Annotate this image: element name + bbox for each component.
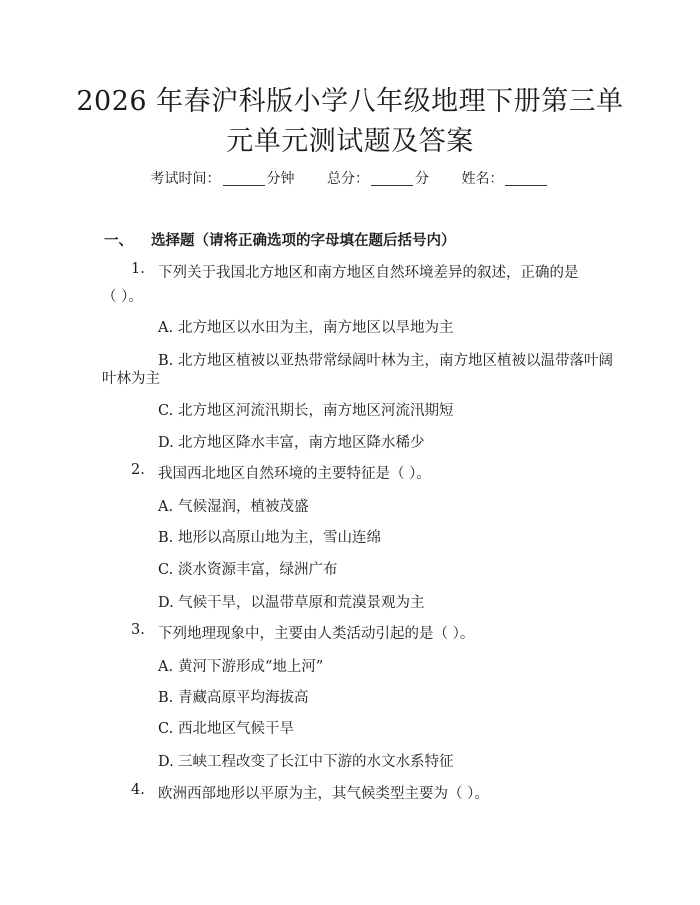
question-number: 2. [131,462,145,478]
section-heading [104,229,456,250]
option-c [158,717,294,738]
name-label: 姓名： [461,171,504,187]
option-c [158,558,338,579]
time-unit: 分钟 [266,171,295,187]
option-text: 气候干旱，以温带草原和荒漠景观为主 [178,595,425,611]
exam-meta [0,168,700,188]
option-text: 淡水资源丰富，绿洲广布 [178,562,338,578]
question-text-continued: （ ）。 [102,289,143,305]
score-label: 总分： [327,171,369,187]
score-unit: 分 [415,171,429,187]
question-number: 4. [131,782,145,798]
option-text: 西北地区气候干旱 [178,721,294,737]
option-letter: C. [158,403,174,419]
option-letter: B. [158,690,174,706]
option-d [158,431,425,452]
option-text: 黄河下游形成“地上河” [178,659,324,675]
title-line-2: 元单元测试题及答案 [226,126,474,157]
option-b [158,686,309,707]
option-letter: D. [158,435,174,451]
exam-score [327,168,429,188]
option-letter: B. [158,530,174,546]
option-a [158,655,323,676]
option-text: 北方地区河流汛期长，南方地区河流汛期短 [178,403,454,419]
option-letter: A. [158,320,174,336]
option-d [158,591,425,612]
option-text: 三峡工程改变了长江中下游的水文水系特征 [178,754,454,770]
section-number: 一、 [104,232,133,249]
option-b-continued: 叶林为主 [102,371,160,387]
option-letter: A. [158,499,174,515]
option-letter: D. [158,754,174,770]
name-blank [505,171,547,186]
title-line-1: 2026 年春沪科版小学八年级地理下册第三单 [76,86,624,117]
question-text: 我国西北地区自然环境的主要特征是（ ）。 [158,466,431,482]
question-number: 1. [131,261,145,277]
question-text: 欧洲西部地形以平原为主，其气候类型主要为（ ）。 [158,786,489,802]
exam-time [151,168,295,188]
option-text: 气候湿润，植被茂盛 [178,499,309,515]
question-number: 3. [131,622,145,638]
option-b [158,349,613,370]
option-text: 北方地区植被以亚热带常绿阔叶林为主，南方地区植被以温带落叶阔 [178,353,613,369]
option-letter: B. [158,353,174,369]
question-text: 下列关于我国北方地区和南方地区自然环境差异的叙述，正确的是 [158,265,579,281]
section-title: 选择题（请将正确选项的字母填在题后括号内） [151,232,456,249]
option-a [158,495,309,516]
option-text: 青藏高原平均海拔高 [178,690,309,706]
option-text: 北方地区降水丰富，南方地区降水稀少 [178,435,425,451]
option-letter: C. [158,562,174,578]
student-name [461,168,549,188]
option-letter: A. [158,659,174,675]
option-d [158,750,454,771]
time-label: 考试时间： [150,171,221,187]
page-title [60,82,640,162]
option-letter: D. [158,595,174,611]
option-c [158,399,454,420]
score-blank [371,171,413,186]
option-text: 地形以高原山地为主，雪山连绵 [178,530,381,546]
time-blank [223,171,265,186]
question-text: 下列地理现象中，主要由人类活动引起的是（ ）。 [158,626,475,642]
option-text: 北方地区以水田为主，南方地区以旱地为主 [178,320,454,336]
option-letter: C. [158,721,174,737]
option-b [158,526,381,547]
option-a [158,316,454,337]
